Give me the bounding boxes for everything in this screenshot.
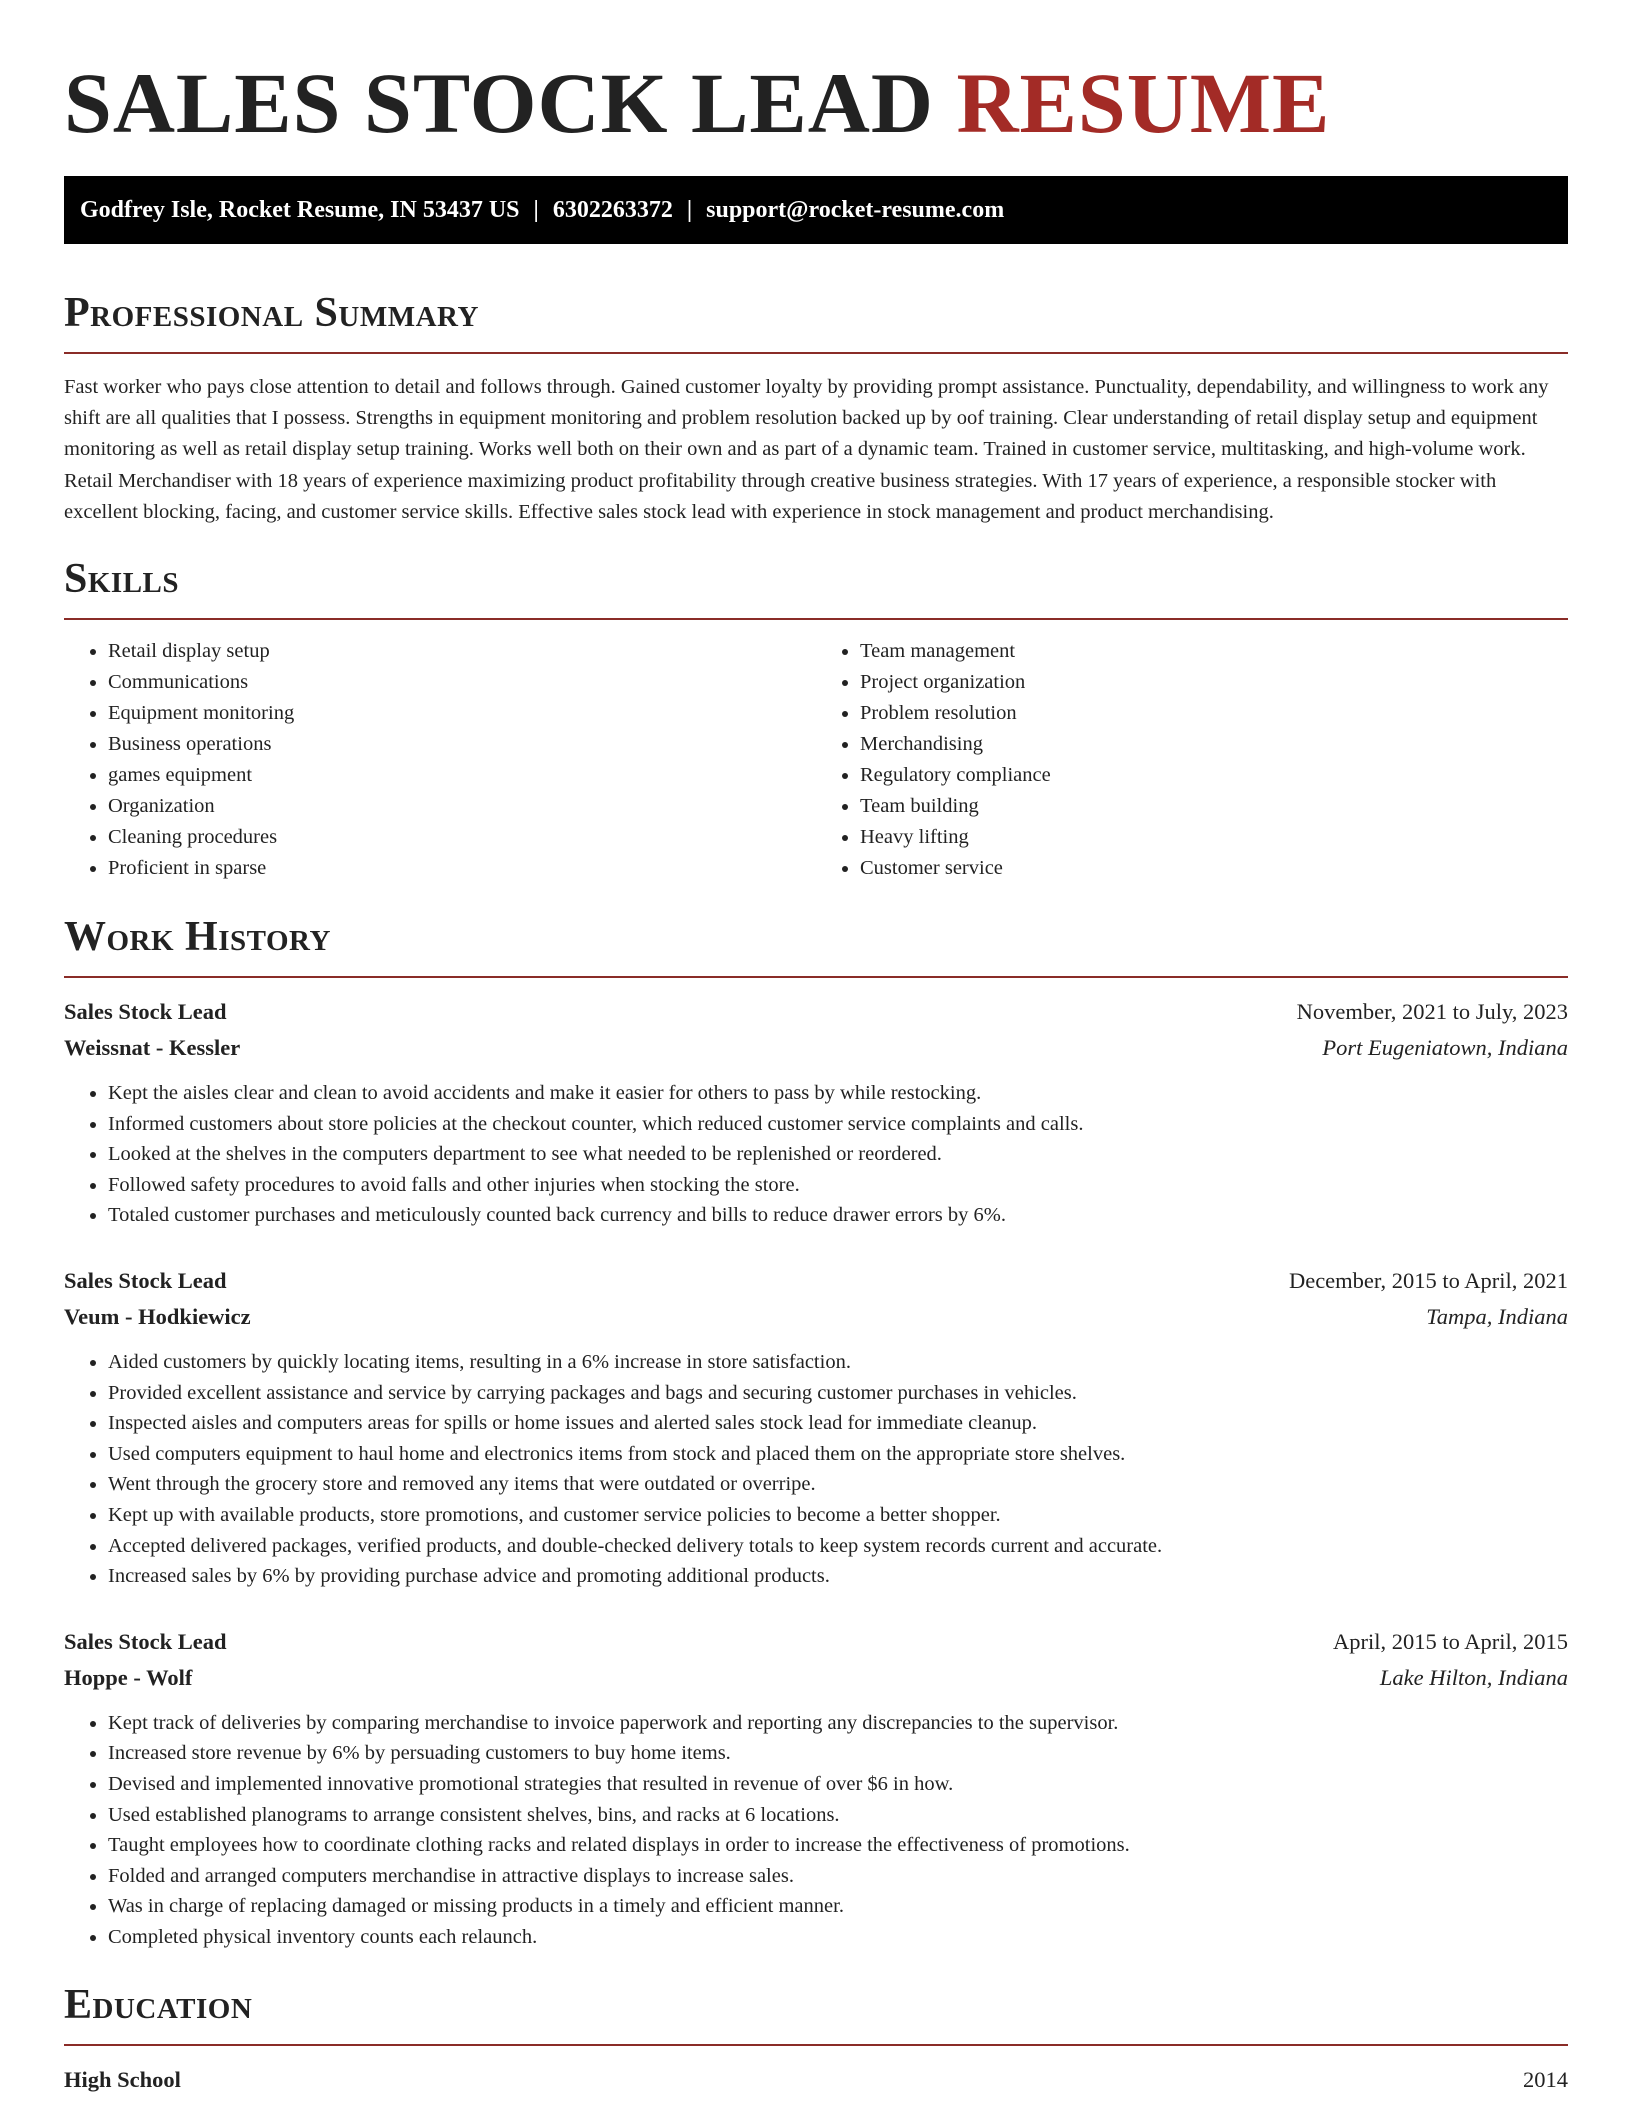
job-entry	[64, 994, 1568, 1231]
contact-address: Godfrey Isle, Rocket Resume, IN 53437 US	[80, 197, 520, 223]
job-dates: December, 2015 to April, 2021	[1288, 1267, 1568, 1293]
contact-separator: |	[686, 197, 693, 223]
job-header-row	[64, 994, 1568, 1030]
job-title: Sales Stock Lead	[64, 1267, 227, 1293]
page-title	[64, 0, 1568, 166]
title-main: SALES STOCK LEAD	[64, 55, 934, 151]
job-bullet: • Folded and arranged computers merchandise in attractive displays to increase sales.	[108, 1861, 1568, 1892]
section-heading-summary: Professional Summary	[64, 290, 479, 336]
skill-item: • Merchandising	[860, 729, 1568, 760]
skill-item: • Communications	[108, 667, 816, 698]
skill-item: • Retail display setup	[108, 636, 816, 667]
section-divider	[64, 2044, 1568, 2046]
job-bullet: • Went through the grocery store and removed any items that were outdated or overripe.	[108, 1469, 1568, 1500]
section-heading-education: Education	[64, 1982, 253, 2029]
skill-item: • Business operations	[108, 729, 816, 760]
skill-item: • Project organization	[860, 667, 1568, 698]
job-bullet: • Accepted delivered packages, verified products, and double-checked delivery totals to keep system records current and accurate.	[108, 1531, 1568, 1562]
job-company: Hoppe - Wolf	[64, 1664, 193, 1690]
job-bullet: • Provided excellent assistance and service by carrying packages and bags and securing customer purchases in vehicles.	[108, 1378, 1568, 1409]
job-bullet: • Inspected aisles and computers areas for spills or home issues and alerted sales stock lead for immediate cleanup.	[108, 1408, 1568, 1439]
job-bullet: • Completed physical inventory counts each relaunch.	[108, 1922, 1568, 1953]
job-location: Tampa, Indiana	[1426, 1303, 1568, 1329]
skill-item: • Team management	[860, 636, 1568, 667]
job-entry	[64, 1263, 1568, 1592]
contact-email[interactable]: support@rocket-resume.com	[706, 197, 1005, 223]
skill-item: • Customer service	[860, 853, 1568, 884]
job-bullet: • Increased sales by 6% by providing purchase advice and promoting additional products.	[108, 1561, 1568, 1592]
skill-item: • Heavy lifting	[860, 822, 1568, 853]
job-bullets	[64, 1708, 1568, 1953]
job-header-row	[64, 1263, 1568, 1299]
education-year: 2014	[1523, 2067, 1568, 2093]
job-bullet: • Increased store revenue by 6% by persuading customers to buy home items.	[108, 1738, 1568, 1769]
skill-item: • games equipment	[108, 760, 816, 791]
skill-item: • Problem resolution	[860, 698, 1568, 729]
skill-item: • Team building	[860, 791, 1568, 822]
section-divider	[64, 618, 1568, 620]
skill-item: • Organization	[108, 791, 816, 822]
job-company-row	[64, 1660, 1568, 1696]
job-bullet: • Kept the aisles clear and clean to avoid accidents and make it easier for others to pass by while restocking.	[108, 1078, 1568, 1109]
job-bullet: • Devised and implemented innovative promotional strategies that resulted in revenue of over $6 in how.	[108, 1769, 1568, 1800]
skills-columns	[64, 636, 1568, 884]
job-bullet: • Totaled customer purchases and meticulously counted back currency and bills to reduce drawer errors by 6%.	[108, 1200, 1568, 1231]
section-heading-skills: Skills	[64, 556, 180, 603]
section-divider	[64, 352, 1568, 354]
skills-list-right	[816, 636, 1568, 884]
contact-separator: |	[533, 197, 539, 223]
job-bullet: • Kept track of deliveries by comparing merchandise to invoice paperwork and reporting any discrepancies to the supervisor.	[108, 1708, 1568, 1739]
skill-item: • Equipment monitoring	[108, 698, 816, 729]
job-bullet: • Taught employees how to coordinate clothing racks and related displays in order to increase the effectiveness of promotions.	[108, 1830, 1568, 1861]
skills-section	[64, 554, 1568, 884]
job-company: Weissnat - Kessler	[64, 1035, 241, 1061]
job-dates: November, 2021 to July, 2023	[1296, 999, 1568, 1025]
job-location: Port Eugeniatown, Indiana	[1322, 1035, 1568, 1061]
title-accent: RESUME	[956, 55, 1331, 151]
job-bullet: • Followed safety procedures to avoid falls and other injuries when stocking the store.	[108, 1170, 1568, 1201]
job-dates: April, 2015 to April, 2015	[1333, 1628, 1568, 1654]
job-bullets	[64, 1347, 1568, 1592]
education-entry	[64, 2062, 1568, 2098]
job-company: Veum - Hodkiewicz	[64, 1303, 251, 1329]
contact-phone[interactable]: 6302263372	[552, 197, 673, 223]
section-heading-work-history: Work History	[64, 914, 331, 961]
job-company-row	[64, 1299, 1568, 1335]
skill-item: • Proficient in sparse	[108, 853, 816, 884]
section-divider	[64, 976, 1568, 978]
education-section	[64, 1980, 1568, 2098]
job-bullet: • Used computers equipment to haul home and electronics items from stock and placed them on the appropriate store shelves.	[108, 1439, 1568, 1470]
job-bullet: • Aided customers by quickly locating items, resulting in a 6% increase in store satisfaction.	[108, 1347, 1568, 1378]
skills-list-left	[64, 636, 816, 884]
job-company-row	[64, 1030, 1568, 1066]
job-bullet: • Informed customers about store policies at the checkout counter, which reduced customer service complaints and calls.	[108, 1109, 1568, 1140]
job-title: Sales Stock Lead	[64, 999, 227, 1025]
job-bullet: • Kept up with available products, store promotions, and customer service policies to become a better shopper.	[108, 1500, 1568, 1531]
education-degree: High School	[64, 2067, 181, 2093]
job-bullet: • Looked at the shelves in the computers department to see what needed to be replenished or reordered.	[108, 1139, 1568, 1170]
job-title: Sales Stock Lead	[64, 1628, 227, 1654]
job-location: Lake Hilton, Indiana	[1379, 1664, 1568, 1690]
summary-text: Fast worker who pays close attention to detail and follows through. Gained customer loyalty by providing prompt assistance. Punctuality, dependability, and willingness to work any shift are all qualities that I possess. Strengths in equipment monitoring and problem resolution backed up by oof training. Clear understanding of retail display setup and equipment monitoring as well as retail display setup training. Works well both on their own and as part of a dynamic team. Trained in customer service, multitasking, and high-volume work. Retail Merchandiser with 18 years of experience maximizing product profitability through creative business strategies. With 17 years of experience, a responsible stocker with excellent blocking, facing, and customer service skills. Effective sales stock lead with experience in stock management and product merchandising.	[64, 376, 1549, 523]
job-header-row	[64, 1624, 1568, 1660]
summary-section	[64, 288, 1568, 528]
job-bullet: • Was in charge of replacing damaged or missing products in a timely and efficient manner.	[108, 1891, 1568, 1922]
job-entry	[64, 1624, 1568, 1953]
contact-bar	[64, 176, 1568, 244]
job-bullet: • Used established planograms to arrange consistent shelves, bins, and racks at 6 locations.	[108, 1800, 1568, 1831]
skill-item: • Regulatory compliance	[860, 760, 1568, 791]
work-history-section	[64, 912, 1568, 1952]
job-bullets	[64, 1078, 1568, 1231]
skill-item: • Cleaning procedures	[108, 822, 816, 853]
